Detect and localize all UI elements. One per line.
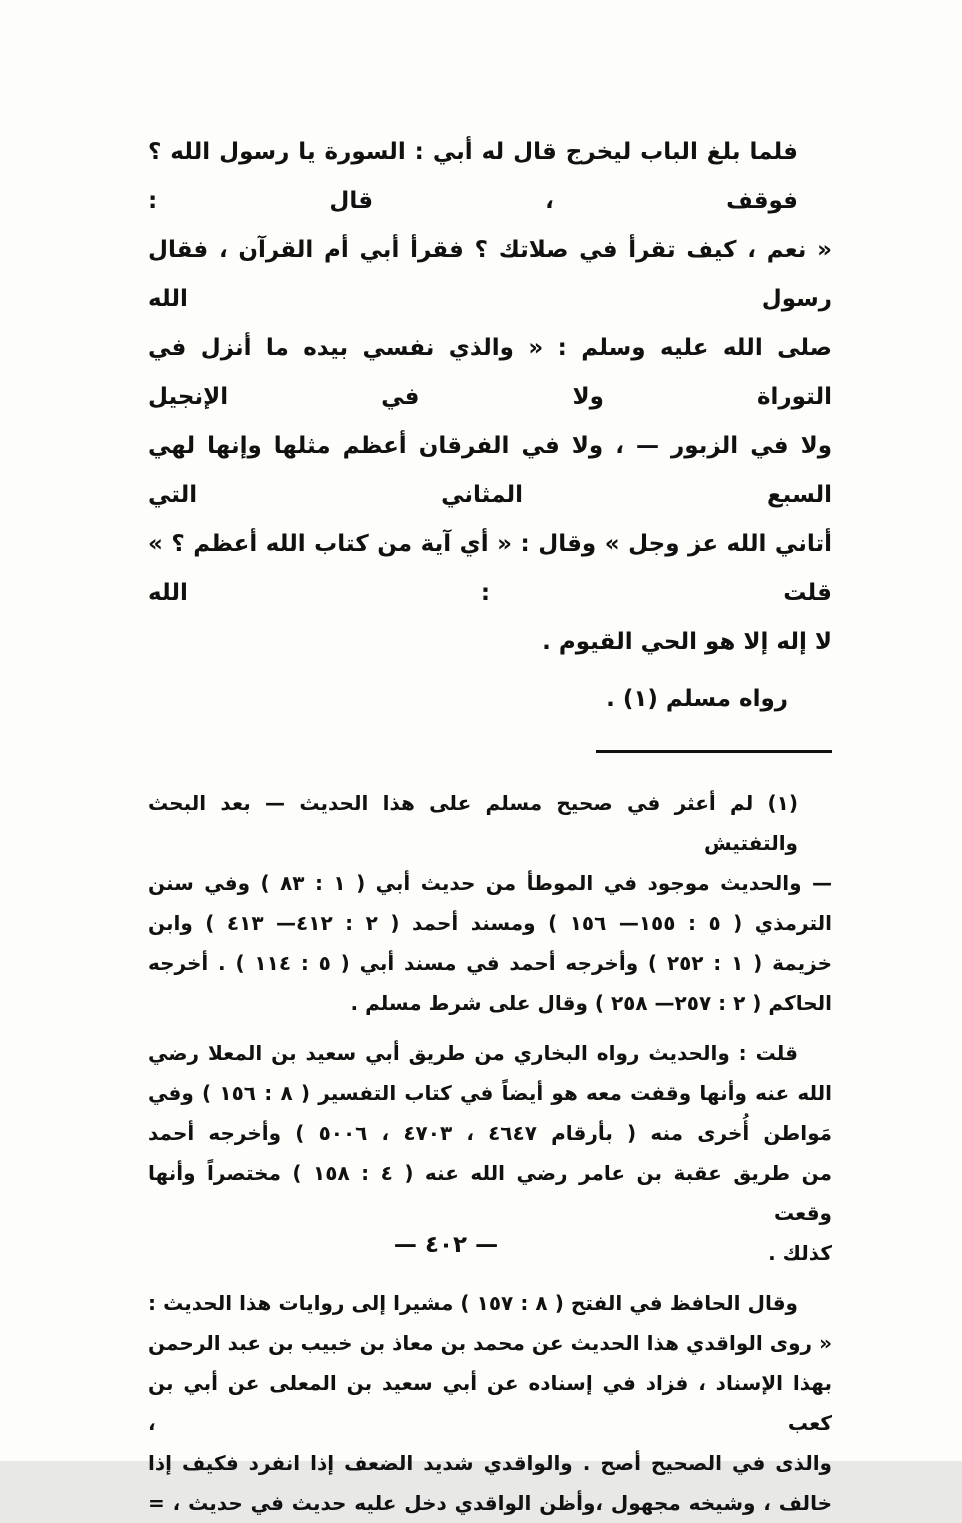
footnote-line: وقال الحافظ في الفتح ( ٨ : ١٥٧ ) مشيرا إلى روايات هذا الحديث : <box>148 1291 798 1315</box>
main-hadith-paragraph <box>148 128 832 667</box>
footnote-line: من طريق عقبة بن عامر رضي الله عنه ( ٤ : ١٥٨ ) مختصراً وأنها وقعت <box>148 1161 832 1225</box>
footnote-line: خالف ، وشيخه مجهول ،وأظن الواقدي دخل عليه حديث في حديث ، = <box>148 1491 832 1515</box>
main-text-line: لا إله إلا هو الحي القيوم . <box>542 629 832 655</box>
footnote-line: الحاكم ( ٢ : ٢٥٧— ٢٥٨ ) وقال على شرط مسلم . <box>350 991 832 1015</box>
footnote-line: « روى الواقدي هذا الحديث عن محمد بن معاذ بن خبيب بن عبد الرحمن <box>148 1331 832 1355</box>
footnote-line: قلت : والحديث رواه البخاري من طريق أبي سعيد بن المعلا رضي <box>148 1041 798 1065</box>
page-number: — ٤٠٢ — <box>393 1232 499 1258</box>
main-text-line: صلى الله عليه وسلم : « والذي نفسي بيده ما أنزل في التوراة ولا في الإنجيل <box>148 335 832 410</box>
footnote-separator-rule <box>596 750 832 753</box>
footnote-line: مَواطن أُخرى منه ( بأرقام ٤٦٤٧ ، ٤٧٠٣ ، ٥٠٠٦ ) وأخرجه أحمد <box>148 1121 833 1145</box>
main-text-line: « نعم ، كيف تقرأ في صلاتك ؟ فقرأ أبي أم القرآن ، فقال رسول الله <box>148 237 832 312</box>
footnote-line: — والحديث موجود في الموطأ من حديث أبي ( ١ : ٨٣ ) وفي سنن <box>148 871 832 895</box>
footnote-line: الترمذي ( ٥ : ١٥٥— ١٥٦ ) ومسند أحمد ( ٢ : ٤١٢— ٤١٣ ) وابن <box>148 911 833 935</box>
footnote-line: بهذا الإسناد ، فزاد في إسناده عن أبي سعيد بن المعلى عن أبي بن كعب ، <box>148 1371 832 1435</box>
footnote-block <box>148 783 832 1523</box>
main-text-line: فلما بلغ الباب ليخرج قال له أبي : السورة يا رسول الله ؟ فوقف ، قال : <box>148 139 798 214</box>
footnote-line: الله عنه وأنها وقفت معه هو أيضاً في كتاب التفسير ( ٨ : ١٥٦ ) وفي <box>148 1081 832 1105</box>
footnote-line: خزيمة ( ١ : ٢٥٢ ) وأخرجه أحمد في مسند أبي ( ٥ : ١١٤ ) . أخرجه <box>148 951 832 975</box>
footnote-line: والذى في الصحيح أصح . والواقدي شديد الضعف إذا انفرد فكيف إذا <box>148 1451 832 1475</box>
footnote-line: كذلك . <box>768 1241 832 1265</box>
main-text-line: أتاني الله عز وجل » وقال : « أي آية من كتاب الله أعظم ؟ » قلت : الله <box>148 531 832 606</box>
main-text-line: ولا في الزبور — ، ولا في الفرقان أعظم مثلها وإنها لهي السبع المثاني التي <box>148 433 832 508</box>
narration-attribution: رواه مسلم (١) . <box>606 686 788 712</box>
footnote-line: (١) لم أعثر في صحيح مسلم على هذا الحديث — بعد البحث والتفتيش <box>148 791 798 855</box>
text-block <box>148 128 832 1523</box>
